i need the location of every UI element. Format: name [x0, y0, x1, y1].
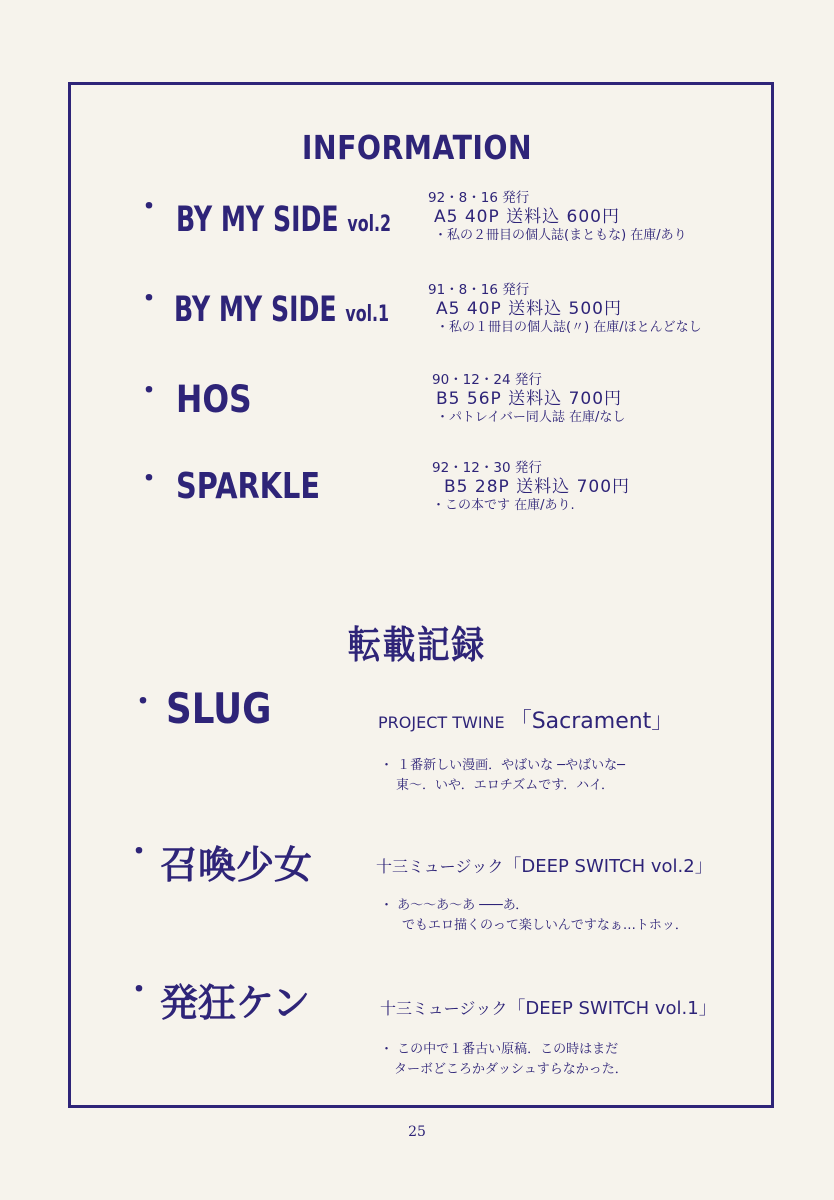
comment-line: ・ １番新しい漫画．やばいな ─やばいな─: [380, 758, 625, 773]
source: [376, 852, 713, 878]
source: [380, 994, 717, 1020]
info-title: BY MY SIDE vol.2: [176, 200, 392, 240]
bullet: ・: [134, 282, 164, 317]
reprint-title: SLUG: [166, 684, 272, 733]
source-publisher: PROJECT TWINE: [378, 713, 505, 732]
bullet: ・: [124, 835, 154, 870]
information-heading: INFORMATION: [301, 128, 533, 167]
comment-line: ターボどころかダッシュすらなかった．: [394, 1062, 628, 1078]
stock-note: ・この本です 在庫/あり.: [432, 498, 575, 514]
bullet: ・: [134, 462, 164, 497]
info-details: [432, 460, 630, 514]
stock-note: ・パトレイバー同人誌 在庫/なし: [436, 410, 626, 426]
reprint-title: 発狂ケン: [160, 981, 311, 1025]
reprint-comment: [380, 756, 625, 796]
stock-note: ・私の２冊目の個人誌(まともな) 在庫/あり: [434, 228, 687, 244]
info-details: [428, 282, 702, 336]
spec: A5 40P 送料込 600円: [434, 206, 620, 227]
comment-line: 東〜．いや．エロチズムです．ハイ．: [396, 778, 615, 794]
reprint-comment: [380, 1040, 628, 1080]
source-publisher: 十三ミュージック: [376, 857, 504, 876]
reprint-comment: [380, 896, 688, 936]
source-publisher: 十三ミュージック: [380, 999, 508, 1018]
source-title: 「DEEP SWITCH vol.1」: [507, 998, 717, 1019]
bullet: ・: [124, 973, 154, 1008]
info-title: SPARKLE: [176, 466, 321, 507]
spec: A5 40P 送料込 500円: [436, 298, 622, 319]
info-title: BY MY SIDE vol.1: [174, 290, 390, 330]
release-date: 91・8・16 発行: [428, 282, 530, 298]
tensai-heading: 転載記録: [348, 623, 486, 667]
release-date: 92・12・30 発行: [432, 460, 542, 476]
spec: B5 56P 送料込 700円: [436, 388, 623, 409]
source-title: 「Sacrament」: [509, 709, 674, 734]
bullet: ・: [128, 685, 158, 720]
spec: B5 28P 送料込 700円: [444, 476, 631, 497]
bullet: ・: [134, 374, 164, 409]
comment-line: でもエロ描くのって楽しいんですなぁ…トホッ．: [402, 918, 688, 934]
info-details: [432, 372, 625, 426]
source-title: 「DEEP SWITCH vol.2」: [503, 856, 713, 877]
info-title: HOS: [176, 378, 252, 421]
info-details: [428, 190, 687, 244]
bullet: ・: [134, 190, 164, 225]
page-number: 25: [408, 1124, 426, 1140]
stock-note: ・私の１冊目の個人誌(〃) 在庫/ほとんどなし: [436, 320, 702, 336]
release-date: 90・12・24 発行: [432, 372, 542, 388]
source: [378, 704, 673, 735]
reprint-title: 召喚少女: [160, 843, 313, 887]
comment-line: ・ あ〜〜あ〜あ ───あ．: [380, 898, 529, 913]
comment-line: ・ この中で１番古い原稿．この時はまだ: [380, 1042, 619, 1057]
release-date: 92・8・16 発行: [428, 190, 530, 206]
